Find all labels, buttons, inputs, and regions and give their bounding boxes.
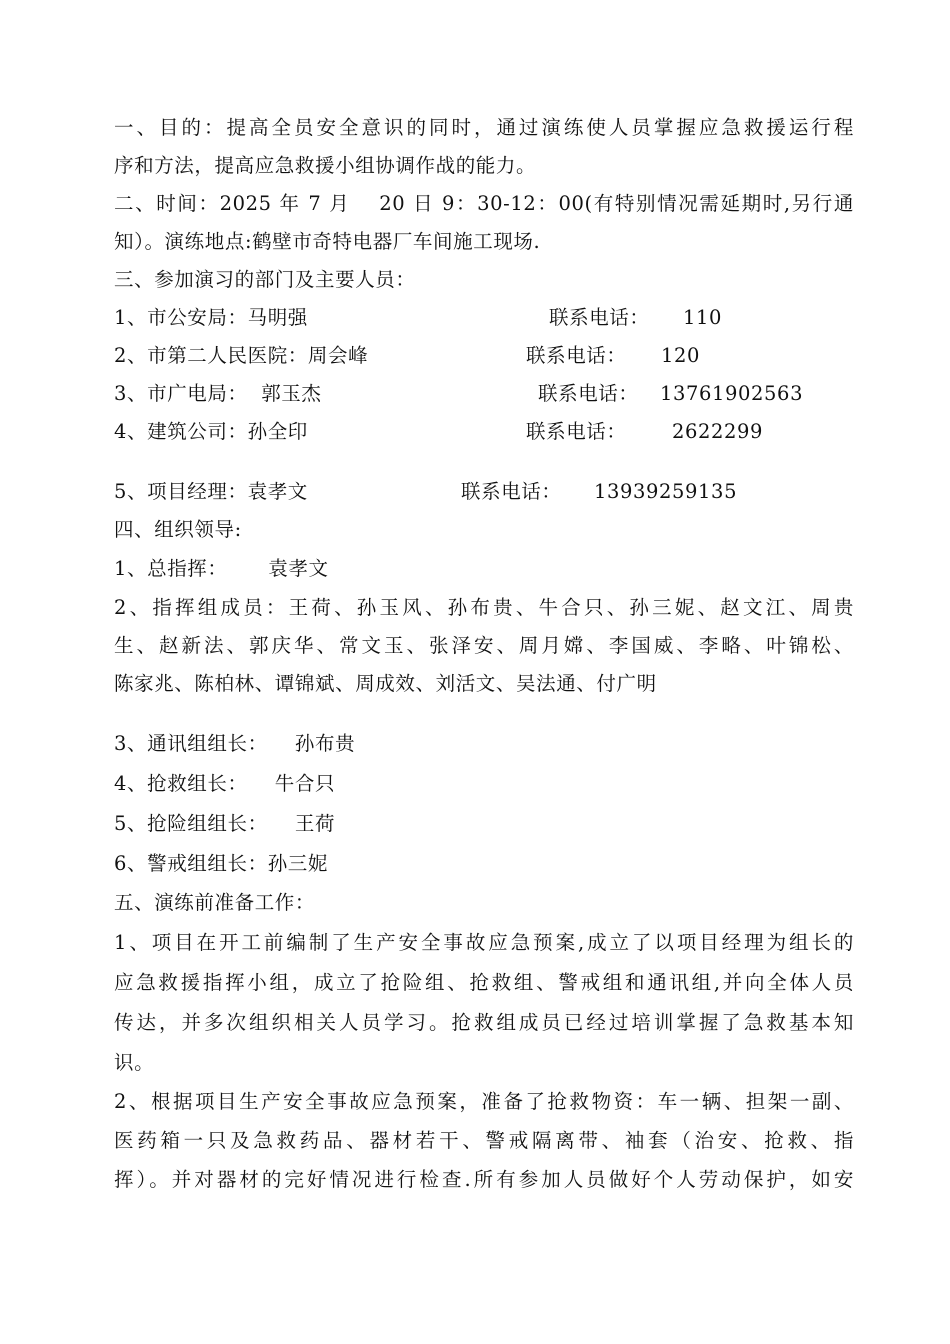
contact-phone: 120 bbox=[661, 344, 701, 367]
prep-line-1: 1、项目在开工前编制了生产安全事故应急预案,成立了以项目经理为组长的 bbox=[114, 931, 854, 954]
members-line-3: 陈家兆、陈柏林、谭锦斌、周成效、刘活文、吴法通、付广明 bbox=[114, 672, 657, 695]
commander-line: 1、总指挥： 袁孝文 bbox=[114, 557, 329, 580]
contact-phone: 110 bbox=[683, 306, 723, 329]
contact-label: 联系电话： bbox=[526, 344, 627, 367]
contact-name: 1、市公安局：马明强 bbox=[114, 306, 308, 329]
time-line-2: 知）。演练地点:鹤壁市奇特电器厂车间施工现场. bbox=[114, 230, 541, 253]
group-leader-line: 5、抢险组组长： 王荷 bbox=[114, 812, 336, 835]
contact-label: 联系电话： bbox=[538, 382, 639, 405]
contact-name: 4、建筑公司：孙全印 bbox=[114, 420, 308, 443]
members-line-1: 2、指挥组成员：王荷、孙玉风、孙布贵、牛合只、孙三妮、赵文江、周贵 bbox=[114, 596, 854, 619]
section5-title: 五、演练前准备工作： bbox=[114, 891, 316, 914]
contact-label: 联系电话： bbox=[461, 480, 562, 503]
contact-name: 2、市第二人民医院：周会峰 bbox=[114, 344, 369, 367]
contact-phone: 2622299 bbox=[672, 420, 764, 443]
contact-name: 3、市广电局： 郭玉杰 bbox=[114, 382, 322, 405]
time-line-1: 二、时间：2025 年 7 月 20 日 9：30-12：00(有特别情况需延期时,另行通 bbox=[114, 192, 854, 215]
prep-line-6: 医药箱一只及急救药品、器材若干、警戒隔离带、袖套（治安、抢救、指 bbox=[114, 1129, 854, 1152]
prep-line-3: 传达，并多次组织相关人员学习。抢救组成员已经过培训掌握了急救基本知 bbox=[114, 1011, 854, 1034]
section4-title: 四、组织领导: bbox=[114, 518, 242, 541]
purpose-line-1: 一、目的：提高全员安全意识的同时，通过演练使人员掌握应急救援运行程 bbox=[114, 116, 854, 139]
section3-title: 三、参加演习的部门及主要人员： bbox=[114, 268, 416, 291]
contact-phone: 13939259135 bbox=[594, 480, 738, 503]
contact-label: 联系电话： bbox=[549, 306, 650, 329]
group-leader-line: 6、警戒组组长：孙三妮 bbox=[114, 852, 329, 875]
prep-line-4: 识。 bbox=[114, 1051, 155, 1074]
prep-line-7: 挥）。并对器材的完好情况进行检查.所有参加人员做好个人劳动保护，如安 bbox=[114, 1168, 854, 1191]
group-leader-line: 4、抢救组长： 牛合只 bbox=[114, 772, 336, 795]
group-leader-line: 3、通讯组组长： 孙布贵 bbox=[114, 732, 356, 755]
prep-line-2: 应急救援指挥小组，成立了抢险组、抢救组、警戒组和通讯组,并向全体人员 bbox=[114, 971, 854, 994]
contact-name: 5、项目经理：袁孝文 bbox=[114, 480, 308, 503]
members-line-2: 生、赵新法、郭庆华、常文玉、张泽安、周月嫦、李国威、李略、叶锦松、 bbox=[114, 634, 854, 657]
contact-phone: 13761902563 bbox=[660, 382, 804, 405]
contact-label: 联系电话： bbox=[526, 420, 627, 443]
prep-line-5: 2、根据项目生产安全事故应急预案，准备了抢救物资：车一辆、担架一副、 bbox=[114, 1090, 854, 1113]
purpose-line-2: 序和方法，提高应急救援小组协调作战的能力。 bbox=[114, 154, 537, 177]
